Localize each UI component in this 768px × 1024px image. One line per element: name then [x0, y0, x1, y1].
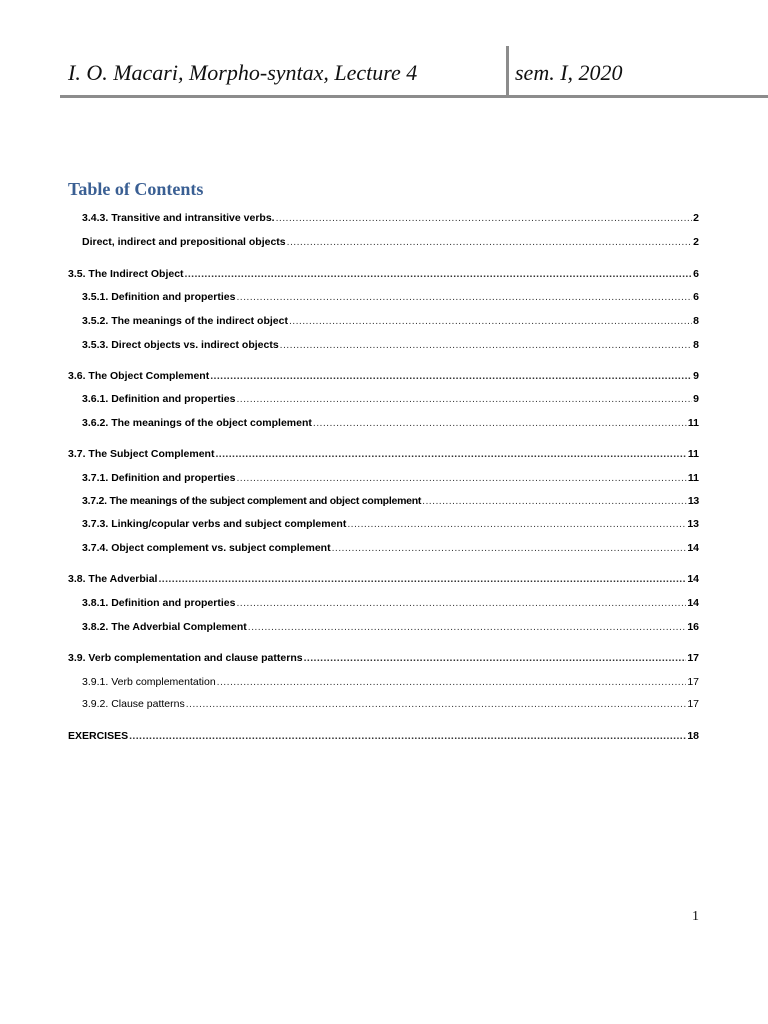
- toc-entry[interactable]: [82, 236, 699, 248]
- toc-leader-dots: [347, 518, 686, 530]
- toc-entry[interactable]: [82, 417, 699, 429]
- toc-entry-page: 14: [687, 573, 699, 585]
- toc-entry[interactable]: [82, 393, 699, 405]
- toc-leader-dots: [287, 236, 693, 248]
- toc-entry-label: 3.6. The Object Complement: [68, 370, 210, 382]
- toc-entry-page: 14: [687, 542, 699, 554]
- toc-entry-label: 3.5. The Indirect Object: [68, 268, 184, 280]
- toc-leader-dots: [304, 652, 687, 664]
- toc-entry[interactable]: [82, 542, 699, 554]
- toc-entry-label: 3.8.2. The Adverbial Complement: [82, 621, 247, 633]
- toc-entry-page: 13: [687, 518, 699, 530]
- toc-leader-dots: [129, 730, 686, 742]
- toc-entry[interactable]: [68, 448, 699, 460]
- toc-entry-page: 14: [687, 597, 699, 609]
- toc-entry-page: 17: [687, 652, 699, 664]
- header-title: I. O. Macari, Morpho-syntax, Lecture 4: [68, 60, 418, 85]
- toc-entry[interactable]: [82, 315, 699, 327]
- toc-entry-label: 3.5.2. The meanings of the indirect object: [82, 315, 288, 327]
- toc-leader-dots: [236, 597, 686, 609]
- toc-entry[interactable]: [68, 652, 699, 664]
- toc-entry[interactable]: [82, 621, 699, 633]
- toc-leader-dots: [185, 268, 693, 280]
- toc-entry-label: EXERCISES: [68, 730, 129, 742]
- toc-entry[interactable]: [68, 370, 699, 382]
- toc-entry-label: 3.5.3. Direct objects vs. indirect objects: [82, 339, 279, 351]
- toc-entry-page: 11: [687, 417, 699, 429]
- toc-entry[interactable]: [82, 212, 699, 224]
- toc-entry-label: 3.9.1. Verb complementation: [82, 676, 216, 688]
- toc-leader-dots: [332, 542, 687, 554]
- toc-leader-dots: [248, 621, 687, 633]
- toc-leader-dots: [236, 472, 686, 484]
- toc-entry[interactable]: [82, 597, 699, 609]
- toc-entry-label: 3.7.3. Linking/copular verbs and subject complement: [82, 518, 347, 530]
- toc-leader-dots: [236, 393, 692, 405]
- toc-leader-dots: [289, 315, 692, 327]
- toc-entry-label: 3.8.1. Definition and properties: [82, 597, 236, 609]
- header-separator: [506, 46, 509, 96]
- page-number: 1: [692, 909, 699, 924]
- toc-entry-page: 18: [687, 730, 699, 742]
- page-header: [60, 46, 768, 96]
- toc-entry-page: 13: [687, 495, 699, 507]
- toc-leader-dots: [215, 448, 686, 460]
- toc-entry[interactable]: [82, 676, 699, 688]
- toc-entry-label: 3.7.4. Object complement vs. subject complement: [82, 542, 331, 554]
- toc-entry[interactable]: [68, 730, 699, 742]
- toc-entry-label: 3.9. Verb complementation and clause patterns: [68, 652, 303, 664]
- toc-leader-dots: [276, 212, 693, 224]
- toc-entry[interactable]: [68, 268, 699, 280]
- toc-entry[interactable]: [82, 472, 699, 484]
- toc-entry-page: 8: [693, 315, 699, 327]
- toc-entry-page: 6: [693, 291, 699, 303]
- toc-entry[interactable]: [68, 573, 699, 585]
- toc-leader-dots: [186, 698, 687, 710]
- toc-entry-label: 3.6.1. Definition and properties: [82, 393, 236, 405]
- toc-leader-dots: [313, 417, 687, 429]
- toc-entry-label: 3.7. The Subject Complement: [68, 448, 215, 460]
- toc-entry-page: 16: [687, 621, 699, 633]
- toc-entry[interactable]: [82, 291, 699, 303]
- toc-entry-label: 3.4.3. Transitive and intransitive verbs.: [82, 212, 275, 224]
- toc-entry-page: 11: [687, 472, 699, 484]
- toc-entry-page: 8: [693, 339, 699, 351]
- toc-entry[interactable]: [82, 339, 699, 351]
- toc-leader-dots: [217, 676, 687, 688]
- toc-entry-label: 3.5.1. Definition and properties: [82, 291, 236, 303]
- toc-leader-dots: [236, 291, 692, 303]
- toc-entry-label: 3.8. The Adverbial: [68, 573, 158, 585]
- toc-entry-page: 9: [693, 393, 699, 405]
- toc-entry-page: 2: [693, 212, 699, 224]
- toc-entry-page: 17: [687, 676, 699, 688]
- toc-entry-page: 17: [687, 698, 699, 710]
- toc-entry[interactable]: [82, 698, 699, 710]
- header-semester: sem. I, 2020: [515, 60, 623, 85]
- toc-entry[interactable]: [82, 518, 699, 530]
- toc-entry[interactable]: [82, 495, 699, 507]
- toc-entry-label: 3.6.2. The meanings of the object complement: [82, 417, 312, 429]
- toc-heading: Table of Contents: [68, 179, 204, 199]
- toc-entry-label: 3.7.2. The meanings of the subject complement and object complement: [82, 495, 422, 507]
- header-rule: [60, 95, 768, 98]
- toc-entry-page: 11: [687, 448, 699, 460]
- toc-entry-label: Direct, indirect and prepositional objects: [82, 236, 286, 248]
- toc-leader-dots: [422, 495, 687, 507]
- toc-entry-label: 3.7.1. Definition and properties: [82, 472, 236, 484]
- toc-entry-page: 6: [693, 268, 699, 280]
- toc-leader-dots: [210, 370, 692, 382]
- toc-entry-page: 9: [693, 370, 699, 382]
- toc-leader-dots: [280, 339, 692, 351]
- toc-entry-page: 2: [693, 236, 699, 248]
- toc-leader-dots: [158, 573, 686, 585]
- toc-entry-label: 3.9.2. Clause patterns: [82, 698, 185, 710]
